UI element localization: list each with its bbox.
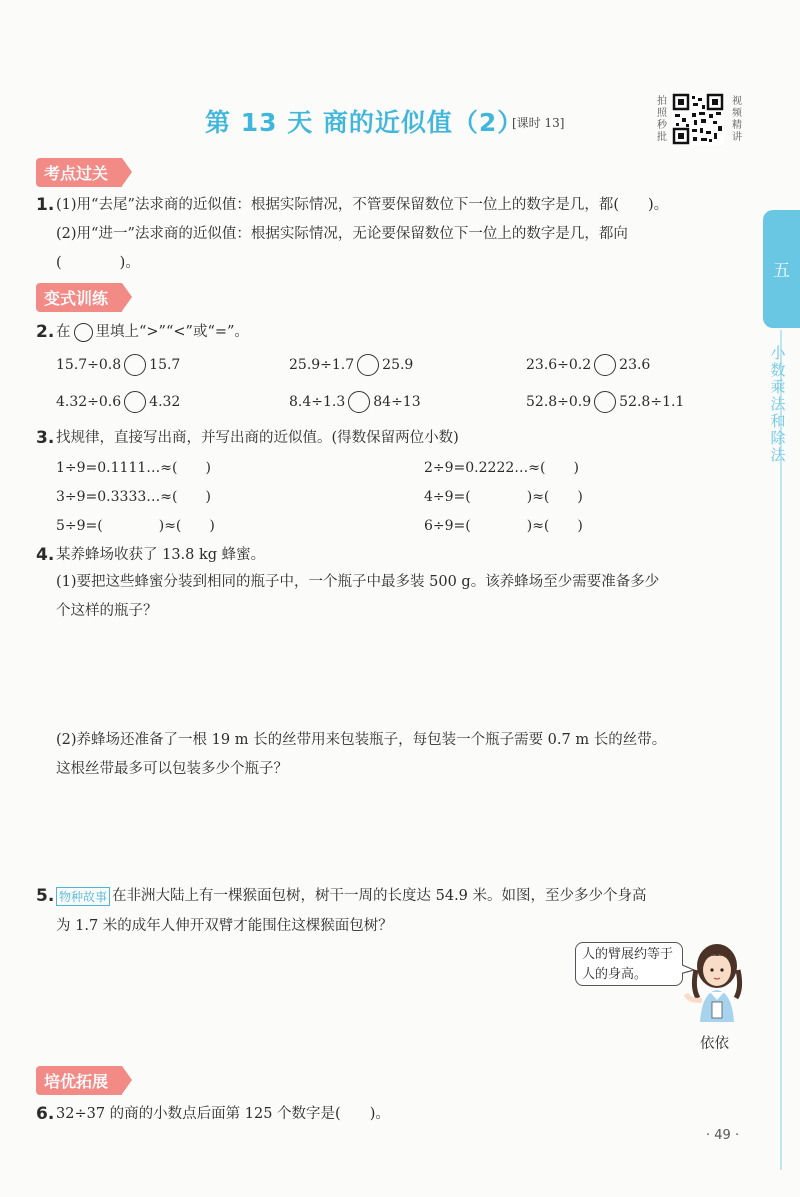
q2-number: 2. (36, 322, 55, 342)
q1-part2-line1: (2)用“进一”法求商的近似值：根据实际情况，无论要保留数位下一位上的数字是几，都向 (56, 226, 628, 242)
q5-line1: 物种故事 在非洲大陆上有一棵猴面包树，树干一周的长度达 54.9 米。如图，至少多少个身高 (54, 884, 647, 906)
story-tag: 物种故事 (56, 887, 110, 906)
q5-number: 5. (36, 886, 55, 906)
answer-circle[interactable] (348, 391, 370, 413)
q2-instruction (56, 320, 249, 342)
q2-item: 15.7÷0.8 15.7 (56, 354, 180, 376)
q2-instruction-pre: 在 (56, 324, 71, 340)
q4-number: 4. (36, 545, 55, 565)
q4-part1-line1: (1)要把这些蜂蜜分装到相同的瓶子中，一个瓶子中最多装 500 g。该养蜂场至少需要准备多少 (56, 574, 660, 590)
speech-bubble: 人的臂展约等于人的身高。 (575, 942, 683, 986)
compare-circle-icon (74, 323, 93, 342)
answer-circle[interactable] (124, 354, 146, 376)
answer-circle[interactable] (594, 354, 616, 376)
section-tag-checkpoint: 考点过关 (36, 158, 122, 187)
q3-item[interactable]: 4÷9=( )≈( ) (424, 489, 583, 505)
page-title: 第 13 天 商的近似值（2） (205, 108, 524, 137)
answer-circle[interactable] (594, 391, 616, 413)
q1-number: 1. (36, 195, 55, 215)
q2-instruction-post: 里填上“>”“<”或“=”。 (95, 324, 249, 340)
character-name: 依依 (700, 1036, 729, 1052)
q3-item[interactable]: 3÷9=0.3333…≈( ) (56, 489, 211, 505)
section-tag-practice: 变式训练 (36, 283, 122, 312)
unit-label: 五 (773, 261, 790, 281)
q1-part1: (1)用“去尾”法求商的近似值：根据实际情况，不管要保留数位下一位上的数字是几，都( )。 (56, 197, 669, 213)
answer-circle[interactable] (357, 354, 379, 376)
q4-part2-line2: 这根丝带最多可以包装多少个瓶子？ (56, 761, 288, 777)
q3-item[interactable]: 2÷9=0.2222…≈( ) (424, 460, 579, 476)
answer-circle[interactable] (124, 391, 146, 413)
q3-item[interactable]: 6÷9=( )≈( ) (424, 518, 583, 534)
qr-code-icon[interactable] (672, 93, 724, 145)
q5-line2: 为 1.7 米的成年人伸开双臂才能围住这棵猴面包树？ (56, 918, 393, 934)
unit-tab[interactable] (763, 210, 800, 328)
qr-label-left: 拍照秒批 (657, 96, 667, 143)
q3-number: 3. (36, 428, 55, 448)
page-number: · 49 · (706, 1128, 740, 1143)
q6-number: 6. (36, 1104, 55, 1124)
lesson-label: [课时 13] (512, 116, 565, 130)
q2-item: 52.8÷0.9 52.8÷1.1 (526, 391, 684, 413)
q6-text: 32÷37 的商的小数点后面第 125 个数字是( )。 (56, 1106, 390, 1122)
section-tag-advanced: 培优拓展 (36, 1066, 122, 1095)
q2-item: 25.9÷1.7 25.9 (289, 354, 413, 376)
q3-instruction: 找规律，直接写出商，并写出商的近似值。(得数保留两位小数) (56, 430, 459, 446)
q3-item[interactable]: 1÷9=0.1111…≈( ) (56, 460, 211, 476)
q3-item[interactable]: 5÷9=( )≈( ) (56, 518, 215, 534)
q2-item: 8.4÷1.3 84÷13 (289, 391, 421, 413)
chapter-label: 小数乘法和除法 (770, 344, 786, 464)
girl-illustration-icon (682, 940, 748, 1022)
q4-part2-line1: (2)养蜂场还准备了一根 19 m 长的丝带用来包装瓶子，每包装一个瓶子需要 0.7 m 长的丝带。 (56, 732, 667, 748)
q4-text: 某养蜂场收获了 13.8 kg 蜂蜜。 (56, 547, 266, 563)
q4-part1-line2: 个这样的瓶子？ (56, 603, 158, 619)
q2-item: 4.32÷0.6 4.32 (56, 391, 180, 413)
q2-item: 23.6÷0.2 23.6 (526, 354, 650, 376)
q1-part2-line2: ( )。 (56, 255, 140, 271)
qr-label-right: 视频精讲 (732, 96, 742, 143)
